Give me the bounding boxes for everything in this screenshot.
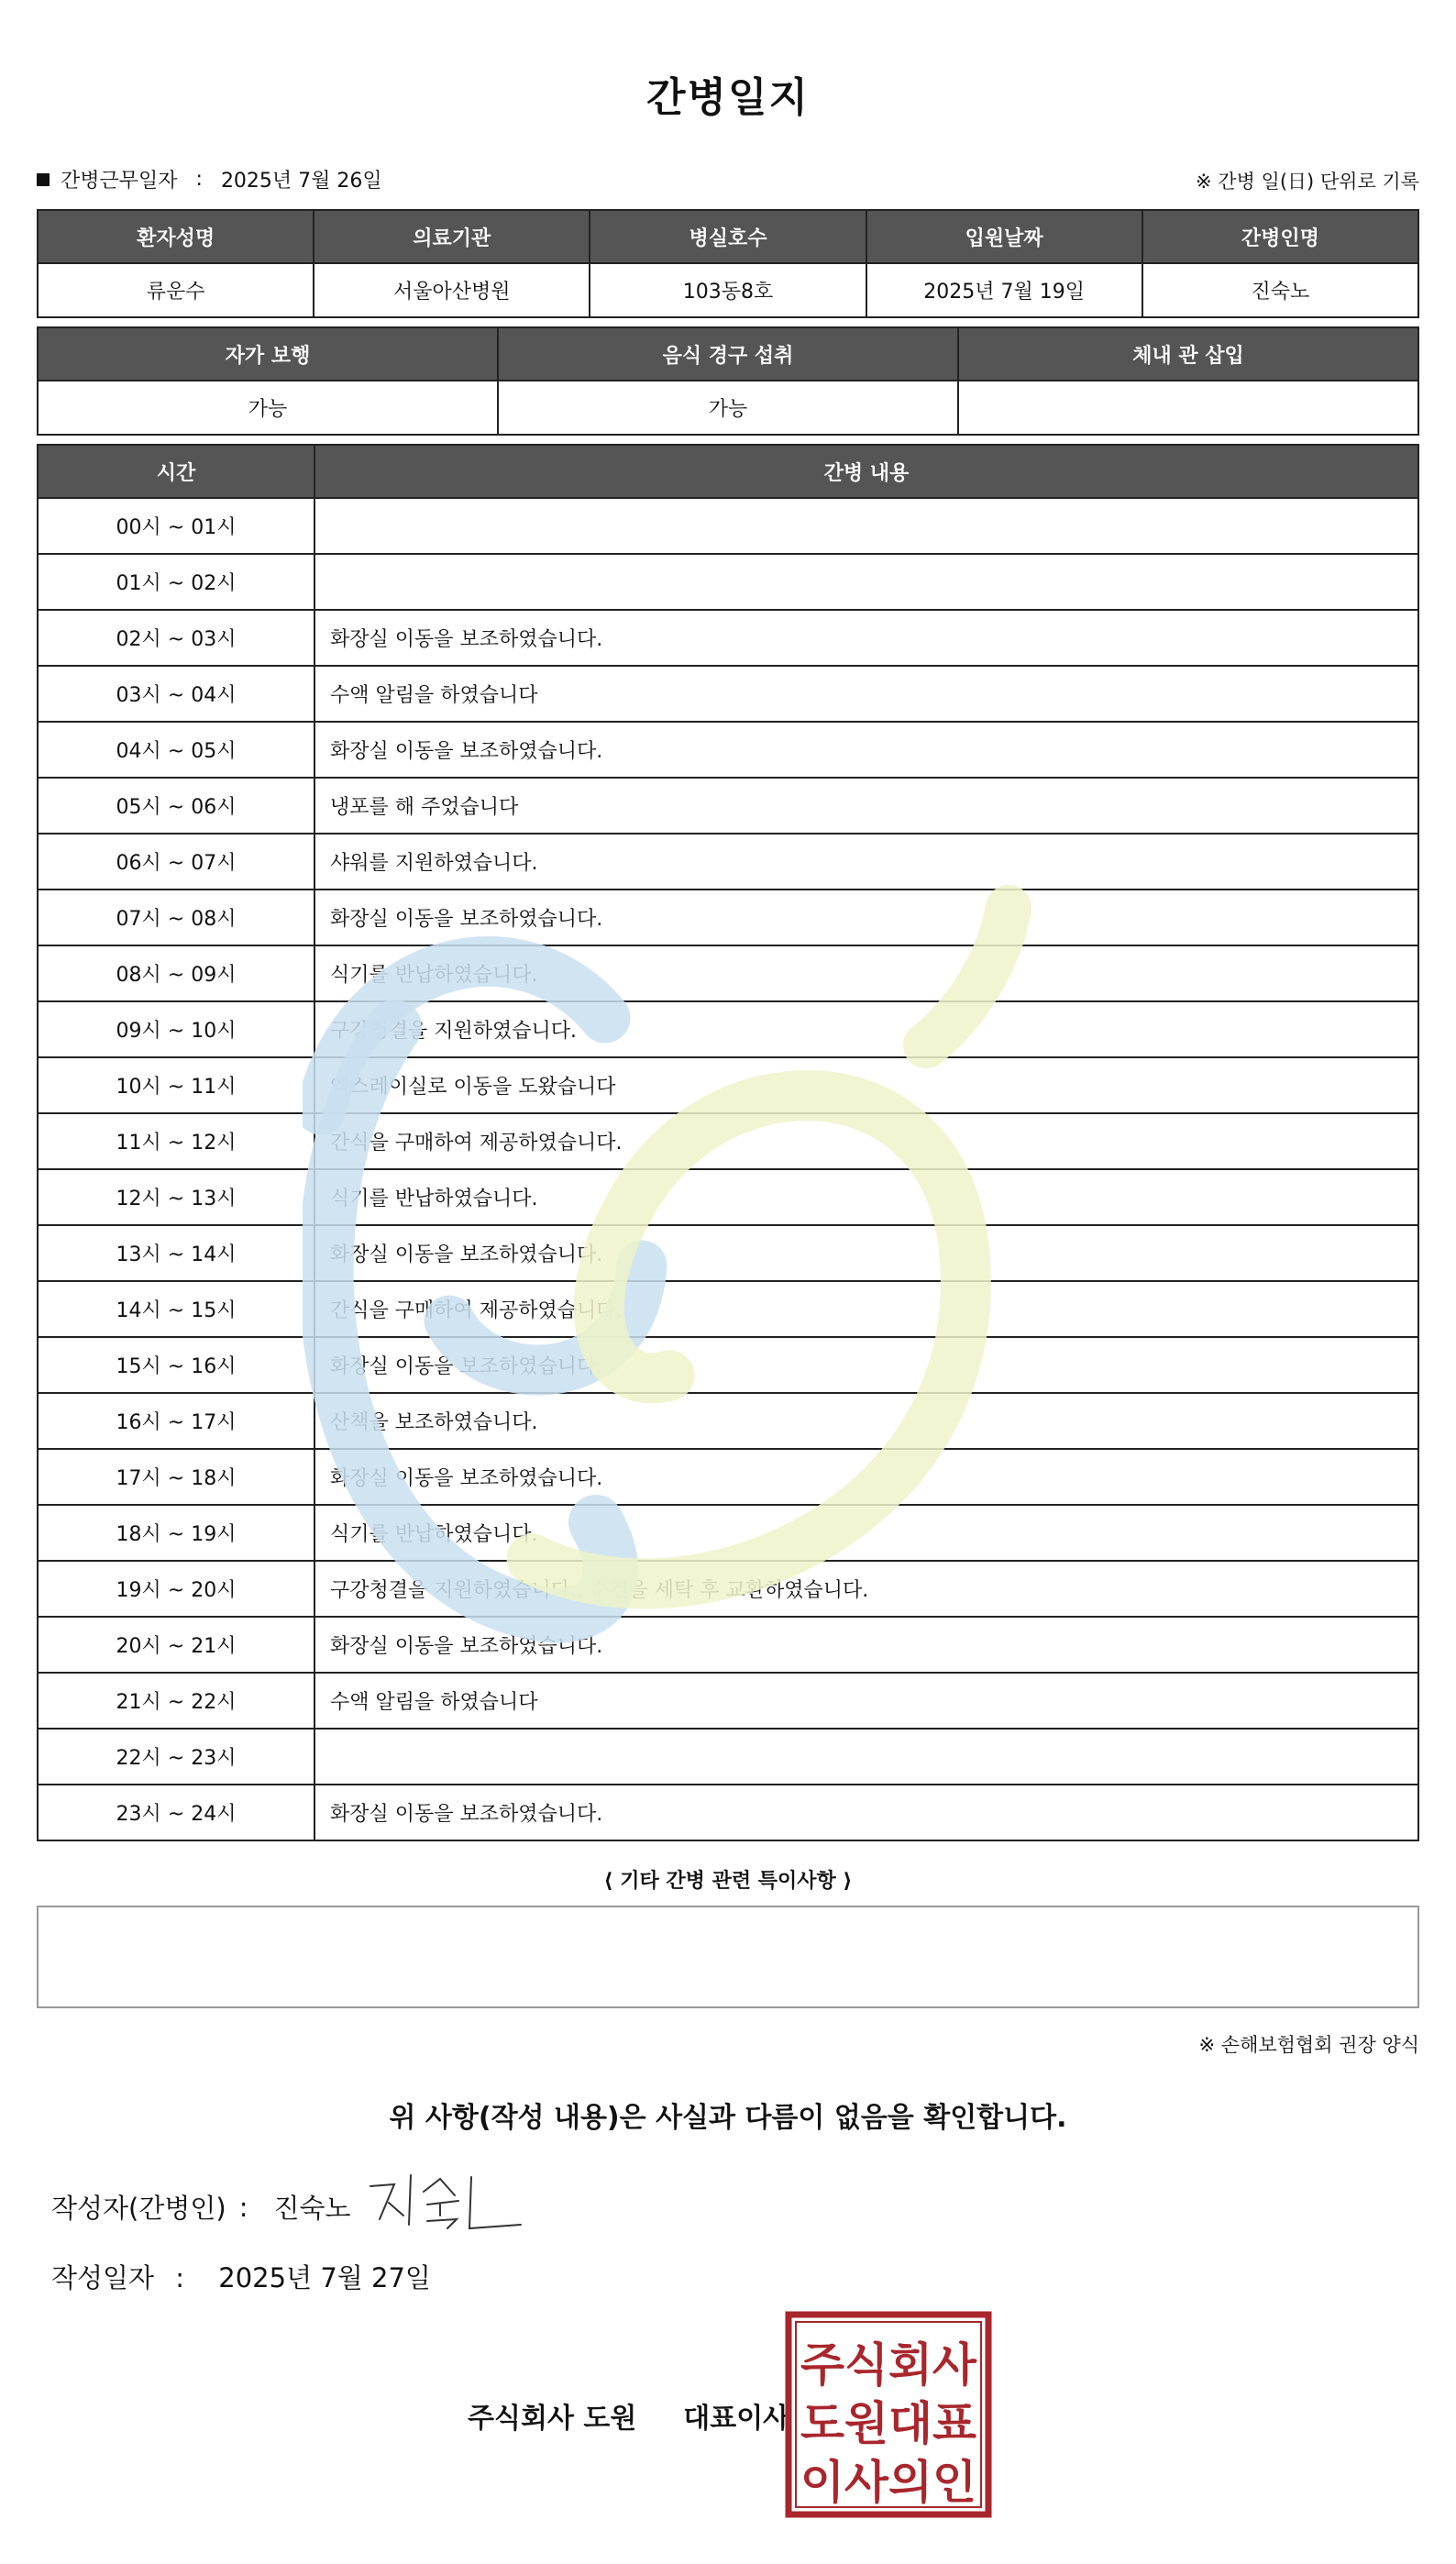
written-date-line [51,2258,431,2295]
special-notes-box [37,1906,1419,2008]
table-row [38,722,1418,778]
time-cell: 13시 ~ 14시 [38,1225,314,1281]
black-square-bullet-icon [37,173,50,186]
care-content-cell: 화장실 이동을 보조하였습니다. [314,1617,1418,1673]
time-cell: 23시 ~ 24시 [38,1785,314,1840]
care-content-cell: 화장실 이동을 보조하였습니다. [314,1785,1418,1840]
care-content-cell: 구강청결을 지원하였습니다. [314,1001,1418,1057]
header-tube-insertion: 체내 관 삽입 [958,327,1418,381]
care-content-cell: 화장실 이동을 보조하였습니다. [314,1225,1418,1281]
time-cell: 15시 ~ 16시 [38,1337,314,1393]
time-cell: 07시 ~ 08시 [38,890,314,945]
care-content-cell: 냉포를 해 주었습니다 [314,778,1418,834]
time-cell: 21시 ~ 22시 [38,1673,314,1729]
care-content-cell: 화장실 이동을 보조하였습니다. [314,722,1418,778]
header-caregiver-name: 간병인명 [1142,210,1418,263]
writer-line [51,2188,351,2226]
header-time: 시간 [38,445,314,498]
time-cell: 00시 ~ 01시 [38,498,314,554]
time-cell: 03시 ~ 04시 [38,666,314,722]
care-content-cell: 간식을 구매하여 제공하였습니다. [314,1113,1418,1169]
patient-status-table [37,326,1419,436]
time-cell: 08시 ~ 09시 [38,945,314,1001]
form-source-note: ※ 손해보험협회 권장 양식 [1198,2034,1419,2056]
table-row [38,1169,1418,1225]
care-content-cell [314,498,1418,554]
care-content-cell: 화장실 이동을 보조하였습니다. [314,890,1418,945]
company-seal-stamp [785,2311,992,2518]
work-date-line [37,165,382,193]
time-cell: 16시 ~ 17시 [38,1393,314,1449]
table-row [38,1057,1418,1113]
table-row [38,666,1418,722]
oral-intake-status: 가능 [498,381,958,435]
table-row [38,1225,1418,1281]
company-name: 주식회사 도원 [468,2403,637,2435]
header-patient-name: 환자성명 [38,210,314,263]
work-date-value: 2025년 7월 26일 [220,170,382,193]
written-date-label: 작성일자 [51,2262,155,2293]
representative-title: 대표이사 [683,2403,790,2435]
special-notes-title: ⟨ 기타 간병 관련 특이사항 ⟩ [603,1870,853,1893]
care-content-cell: 식기를 반납하였습니다. [314,1169,1418,1225]
company-signature-line [468,2395,789,2436]
svg-text:이사의인: 이사의인 [800,2456,976,2509]
care-content-cell: 샤워를 지원하였습니다. [314,834,1418,890]
table-row [38,1729,1418,1785]
care-content-cell: 식기를 반납하였습니다. [314,1505,1418,1561]
header-oral-intake: 음식 경구 섭취 [498,327,958,381]
time-cell: 09시 ~ 10시 [38,1001,314,1057]
writer-name: 진숙노 [273,2193,351,2224]
record-unit-note: ※ 간병 일(日) 단위로 기록 [1196,171,1419,193]
header-hospital: 의료기관 [314,210,590,263]
care-log-table [37,444,1419,1841]
time-cell: 18시 ~ 19시 [38,1505,314,1561]
table-row [38,834,1418,890]
care-content-cell: 화장실 이동을 보조하였습니다. [314,1337,1418,1393]
table-row [38,1337,1418,1393]
writer-label: 작성자(간병인) [51,2193,226,2224]
care-content-cell [314,1729,1418,1785]
work-date-label: 간병근무일자 [61,170,178,193]
time-cell: 19시 ~ 20시 [38,1561,314,1617]
care-content-cell: 식기를 반납하였습니다. [314,945,1418,1001]
walking-status: 가능 [38,381,498,435]
writer-colon: : [238,2191,248,2223]
hospital-name: 서울아산병원 [314,263,590,317]
care-content-cell: 엑스레이실로 이동을 도왔습니다 [314,1057,1418,1113]
care-content-cell: 화장실 이동을 보조하였습니다. [314,1449,1418,1505]
table-row [38,1393,1418,1449]
time-cell: 04시 ~ 05시 [38,722,314,778]
table-row [38,1561,1418,1617]
header-room: 병실호수 [590,210,866,263]
care-log-rows [38,498,1418,1840]
care-content-cell: 구강청결을 지원하였습니다., 수건을 세탁 후 교환하였습니다. [314,1561,1418,1617]
time-cell: 11시 ~ 12시 [38,1113,314,1169]
table-row [38,1001,1418,1057]
care-content-cell [314,554,1418,610]
table-row [38,778,1418,834]
table-row [38,890,1418,945]
time-cell: 22시 ~ 23시 [38,1729,314,1785]
handwritten-signature [363,2164,528,2238]
table-row [38,610,1418,666]
time-cell: 10시 ~ 11시 [38,1057,314,1113]
page-title: 간병일지 [645,74,810,121]
svg-text:주식회사: 주식회사 [800,2338,977,2392]
time-cell: 06시 ~ 07시 [38,834,314,890]
time-cell: 14시 ~ 15시 [38,1281,314,1337]
time-cell: 02시 ~ 03시 [38,610,314,666]
tube-insertion-status [958,381,1418,435]
written-date-value: 2025년 7월 27일 [218,2262,431,2293]
care-content-cell: 간식을 구매하여 제공하였습니다. [314,1281,1418,1337]
table-row [38,1449,1418,1505]
header-admission-date: 입원날짜 [866,210,1142,263]
care-content-cell: 수액 알림을 하였습니다 [314,666,1418,722]
work-date-colon: : [195,168,203,191]
patient-name: 류운수 [38,263,314,317]
table-row [38,554,1418,610]
written-date-colon: : [175,2262,185,2293]
care-content-cell: 화장실 이동을 보조하였습니다. [314,610,1418,666]
table-row [38,1113,1418,1169]
table-row [38,1281,1418,1337]
table-row [38,1785,1418,1840]
time-cell: 01시 ~ 02시 [38,554,314,610]
table-row [38,1505,1418,1561]
care-content-cell: 산책을 보조하였습니다. [314,1393,1418,1449]
time-cell: 12시 ~ 13시 [38,1169,314,1225]
confirmation-statement: 위 사항(작성 내용)은 사실과 다름이 없음을 확인합니다. [389,2102,1067,2134]
table-row [38,498,1418,554]
table-row [38,1617,1418,1673]
room-number: 103동8호 [590,263,866,317]
time-cell: 05시 ~ 06시 [38,778,314,834]
care-content-cell: 수액 알림을 하였습니다 [314,1673,1418,1729]
svg-text:도원대표: 도원대표 [800,2397,977,2450]
table-row [38,945,1418,1001]
header-care-content: 간병 내용 [314,445,1418,498]
table-row [38,1673,1418,1729]
admission-date: 2025년 7월 19일 [866,263,1142,317]
patient-info-table [37,209,1419,318]
time-cell: 20시 ~ 21시 [38,1617,314,1673]
time-cell: 17시 ~ 18시 [38,1449,314,1505]
caregiver-name: 진숙노 [1142,263,1418,317]
header-walking: 자가 보행 [38,327,498,381]
